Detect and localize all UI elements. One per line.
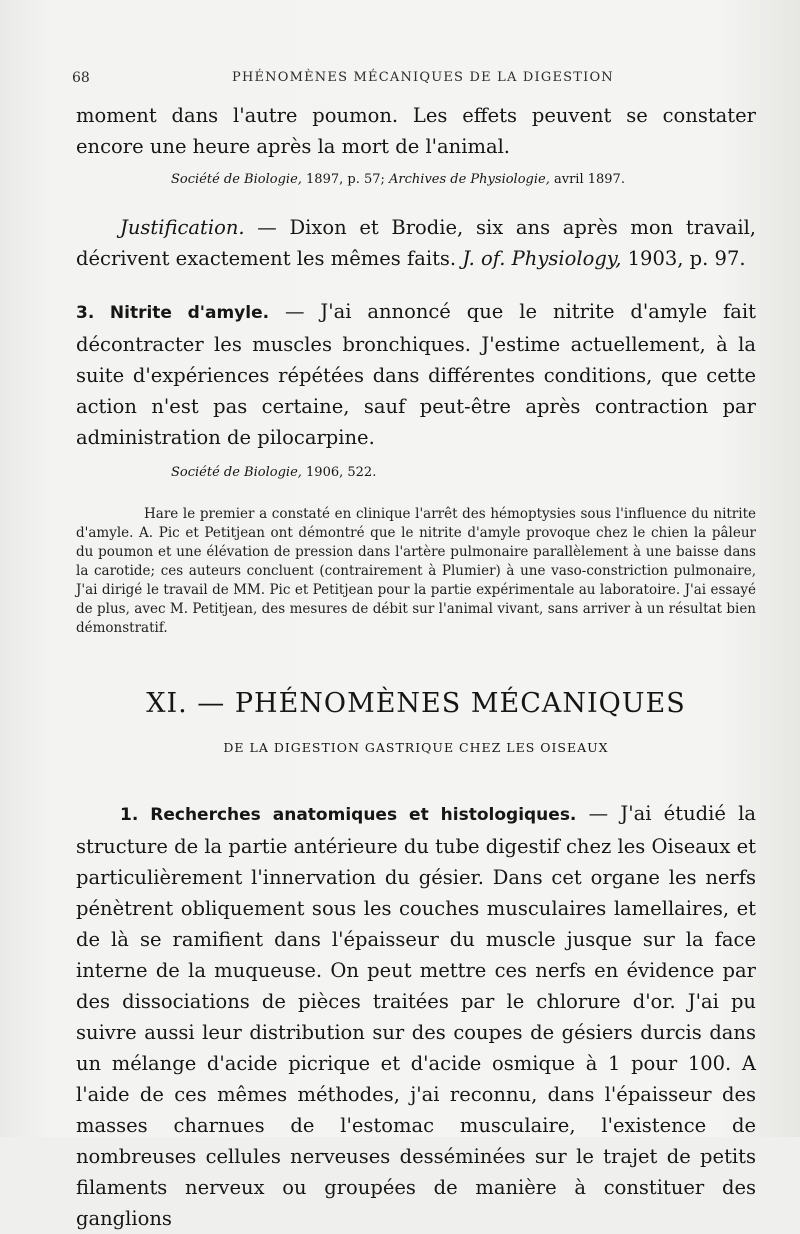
paragraph-continuation: moment dans l'autre poumon. Les effets peuvent se constater encore une heure après la mort de l'animal. xyxy=(76,104,756,158)
section-3-paragraph: 3. Nitrite d'amyle. — J'ai annoncé que le nitrite d'amyle fait décontracter les muscles bronchiques. J'estime actuellement, à la suite d'expériences répétées dans différentes conditions, que cette action n'est pas certaine, sauf peut-être après contraction par administration de pilocarpine. xyxy=(76,300,756,449)
running-title: PHÉNOMÈNES MÉCANIQUES DE LA DIGESTION xyxy=(232,70,614,85)
justification-paragraph: Justification. — Dixon et Brodie, six ans après mon travail, décrivent exactement les mêmes faits. J. of. Physiology, 1903, p. 97. xyxy=(76,216,757,270)
citation-2: Société de Biologie, 1906, 522. xyxy=(171,465,377,480)
page-number: 68 xyxy=(72,70,90,86)
upper-text-block xyxy=(76,100,756,638)
page-header xyxy=(72,70,762,92)
chapter-title: XI. — PHÉNOMÈNES MÉCANIQUES xyxy=(146,688,686,719)
justification-label: Justification. xyxy=(120,216,245,239)
chapter-subtitle: DE LA DIGESTION GASTRIQUE CHEZ LES OISEAUX xyxy=(223,740,609,755)
small-print-note: Hare le premier a constaté en clinique l'arrêt des hémoptysies sous l'influence du nitrite d'amyle. A. Pic et Petitjean ont démontré que le nitrite d'amyle provoque chez le chien la pâleur du poumon et une élévation de pression dans l'artère pulmonaire parallèlement à une baisse dans la carotide; ces auteurs concluent (contrairement à Plumier) à une vaso-constriction pulmonaire, J'ai dirigé le travail de MM. Pic et Petitjean pour la partie expérimentale au laboratoire. J'ai essayé de plus, avec M. Petitjean, des mesures de débit sur l'animal vivant, sans arriver à un résultat bien démonstratif. xyxy=(76,506,756,636)
section-3-heading: 3. Nitrite d'amyle. xyxy=(76,303,270,323)
lower-text-block xyxy=(76,798,756,1234)
citation-1: Société de Biologie, 1897, p. 57; Archives de Physiologie, avril 1897. xyxy=(171,172,625,187)
section-1-heading: 1. Recherches anatomiques et histologiques. xyxy=(120,805,577,825)
section-1-paragraph: 1. Recherches anatomiques et histologiques. — J'ai étudié la structure de la partie antérieure du tube digestif chez les Oiseaux et particulièrement l'innervation du gésier. Dans cet organe les nerfs pénètrent obliquement sous les couches musculaires lamellaires, et de là se ramifient dans l'épaisseur du muscle jusque sur la face interne de la muqueuse. On peut mettre ces nerfs en évidence par des dissociations de pièces traitées par le chlorure d'or. J'ai pu suivre aussi leur distribution sur des coupes de gésiers durcis dans un mélange d'acide picrique et d'acide osmique à 1 pour 100. A l'aide de ces mêmes méthodes, j'ai reconnu, dans l'épaisseur des masses charnues de l'estomac musculaire, l'existence de nombreuses cellules nerveuses desséminées sur le trajet de petits filaments nerveux ou groupées de manière à constituer des ganglions xyxy=(76,802,756,1230)
